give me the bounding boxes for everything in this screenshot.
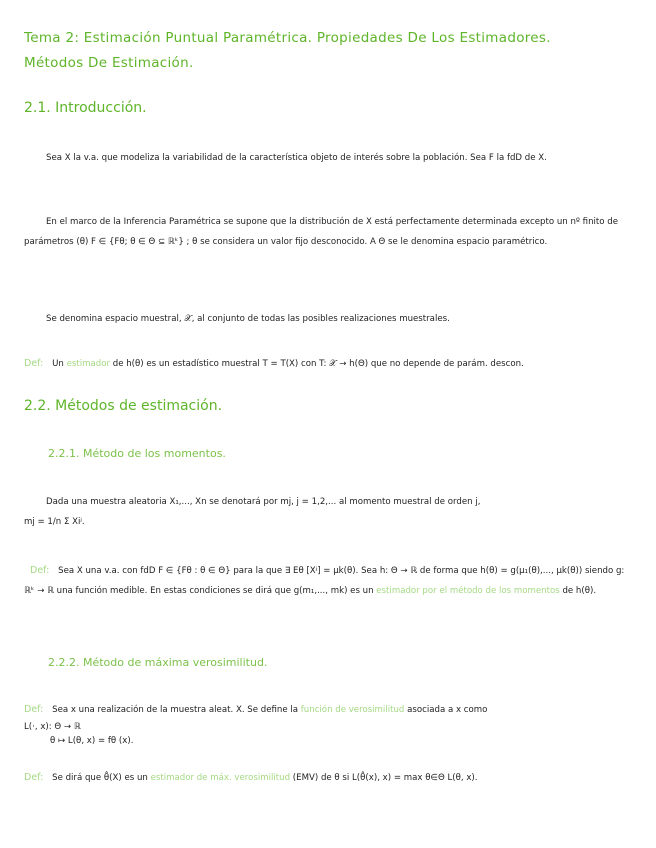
definition-mle <box>24 768 644 788</box>
definition-moments-estimator <box>24 561 634 601</box>
paragraph-text: Dada una muestra aleatoria X₁,..., Xn se denotará por mj, j = 1,2,... al momento muestral de orden j, <box>46 497 481 507</box>
definition-text: Un <box>52 359 64 369</box>
definition-text: Sea x una realización de la muestra aleat. X. Se define la <box>52 705 299 715</box>
paragraph-variable: Sea X la v.a. que modeliza la variabilidad de la característica objeto de interés sobre la población. Sea F la fdD de X. <box>46 153 547 163</box>
definition-text: (EMV) de θ si L(θ̂(x), x) = max θ∈Θ L(θ, x). <box>292 773 478 783</box>
definition-tag: Def: <box>24 704 44 715</box>
highlight-term: estimador <box>66 359 110 369</box>
paragraph-parametric: En el marco de la Inferencia Paramétrica se supone que la distribución de X está perfectamente determinada excepto un nº finito de parámetros (θ) F ∈ {Fθ; θ ∈ Θ ⊆ ℝᵏ} ; θ se considera un valor fijo desconocido. A Θ se le denomina espacio paramétrico. <box>24 217 619 247</box>
definition-text: de h(θ). <box>562 586 597 596</box>
moment-formula: mj = 1/n Σ Xiʲ. <box>24 517 85 527</box>
definition-text: asociada a x como <box>407 705 488 715</box>
paragraph-sample-space: Se denomina espacio muestral, 𝒳, al conjunto de todas las posibles realizaciones muestrales. <box>46 314 450 324</box>
definition-text: de h(θ) es un estadístico muestral T = T(X) con T: 𝒳 → h(Θ) que no depende de parám. descon. <box>112 359 524 369</box>
section-intro-heading: 2.1. Introducción. <box>24 100 147 116</box>
definition-text: Se dirá que θ̂(X) es un <box>52 773 148 783</box>
likelihood-map: L(·, x): Θ → ℝ <box>24 722 81 732</box>
definition-tag: Def: <box>24 358 44 369</box>
highlight-term: función de verosimilitud <box>300 705 405 715</box>
definition-likelihood <box>24 700 634 748</box>
section-methods-heading: 2.2. Métodos de estimación. <box>24 398 223 414</box>
likelihood-formula: θ ↦ L(θ, x) = fθ (x). <box>50 736 134 746</box>
title-line-2: Métodos De Estimación. <box>24 55 194 71</box>
definition-tag: Def: <box>24 772 44 783</box>
highlight-term: estimador por el método de los momentos <box>376 586 560 596</box>
document-title <box>24 26 634 76</box>
definition-text: Sea X una v.a. con fdD F ∈ {Fθ : θ ∈ Θ} para la que ∃ Eθ [Xʲ] = μk(θ). Sea h: Θ → ℝ de forma que h(θ) = g(μ₁(θ),..., μk(θ)) siendo g: ℝᵏ → ℝ una función medible. En estas condiciones se dirá que g(m₁,..., mk) es un <box>24 566 625 596</box>
subsection-moments-heading: 2.2.1. Método de los momentos. <box>48 447 226 460</box>
definition-estimator <box>24 354 644 374</box>
subsection-mle-heading: 2.2.2. Método de máxima verosimilitud. <box>48 656 268 669</box>
title-line-1: Tema 2: Estimación Puntual Paramétrica. Propiedades De Los Estimadores. <box>24 30 551 46</box>
paragraph-sample-moments <box>24 492 634 532</box>
definition-tag: Def: <box>30 565 50 576</box>
highlight-term: estimador de máx. verosimilitud <box>150 773 291 783</box>
